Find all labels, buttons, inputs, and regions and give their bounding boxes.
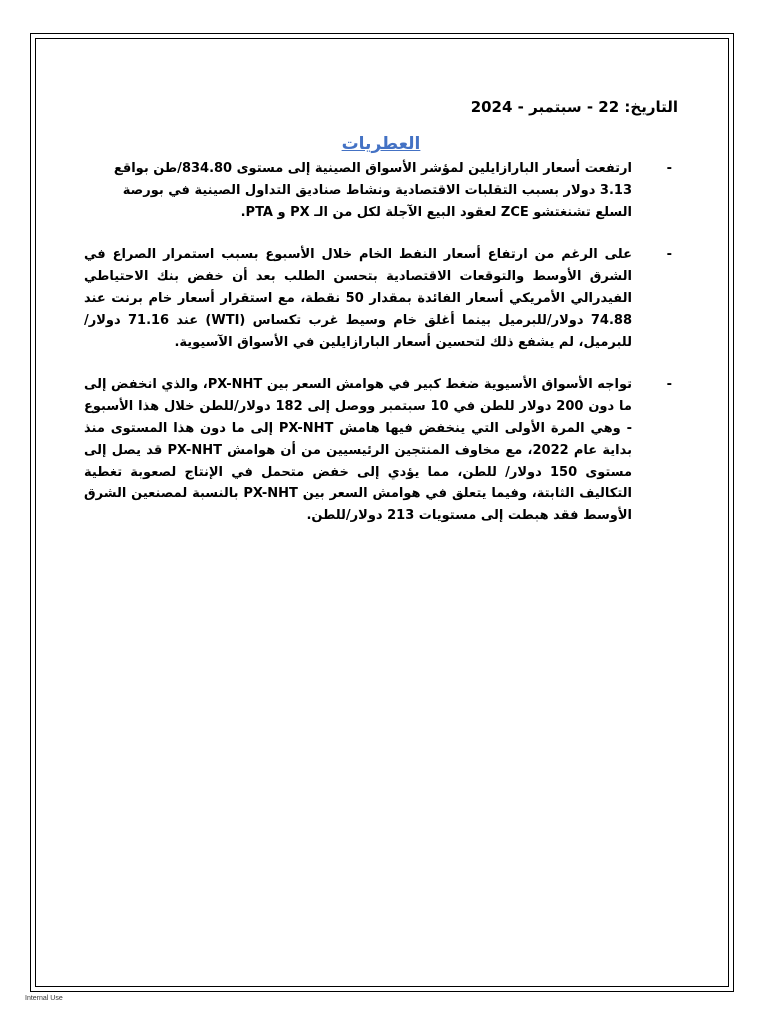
bullet-marker: - bbox=[666, 377, 672, 393]
bullet-text: تواجه الأسواق الأسيوية ضغط كبير في هوامش السعر بين PX-NHT، والذي انخفض إلى ما دون 200 دولار للطن في 10 سبتمبر ووصل إلى 182 دولار/للطن خلال هذا الأسبوع - وهي المرة الأولى التي ينخفض فيها هامش PX-NHT إلى ما دون هذا المستوى منذ بداية عام 2022، مع مخاوف المنتجين الرئيسيين من أن هوامش PX-NHT قد يصل إلى مستوى 150 دولار/ للطن، مما يؤدي إلى خفض متحمل في الإنتاج لصعوبة تغطية التكاليف الثابتة، وفيما يتعلق في هوامش السعر بين PX-NHT بالنسبة لمصنعين الشرق الأوسط فقد هبطت إلى مستويات 213 دولار/للطن. bbox=[84, 377, 633, 524]
document-body bbox=[84, 96, 678, 548]
bullet-text: ارتفعت أسعار البارازايلين لمؤشر الأسواق الصينية إلى مستوى 834.80/طن بواقع 3.13 دولار بسبب التقلبات الاقتصادية ونشاط صناديق التداول الصينية في بورصة السلع تشنغتشو ZCE لعقود البيع الآجلة لكل من الـ PX و PTA. bbox=[113, 161, 632, 220]
bullet-text: على الرغم من ارتفاع أسعار النفط الخام خلال الأسبوع بسبب استمرار الصراع في الشرق الأوسط والتوقعات الاقتصادية بتحسن الطلب بعد أن خفض بنك الاحتياطي الفيدرالي الأمريكي أسعار الفائدة بمقدار 50 نقطة، مع استقرار أسعار خام برنت عند 74.88 دولار/للبرميل بينما أغلق خام وسيط غرب تكساس (WTI) عند 71.16 دولار/للبرميل، لم يشفع ذلك لتحسين أسعار البارازايلين في الأسواق الآسيوية. bbox=[84, 247, 632, 350]
footer-label: Internal Use bbox=[25, 995, 63, 1002]
section-heading: العطريات bbox=[341, 134, 421, 154]
list-item bbox=[84, 158, 678, 223]
bullet-marker: - bbox=[666, 247, 672, 263]
bullet-marker: - bbox=[666, 161, 672, 176]
date-line: التاريخ: 22 - سبتمبر - 2024 bbox=[470, 98, 678, 116]
list-item bbox=[84, 374, 678, 527]
list-item bbox=[84, 244, 678, 353]
